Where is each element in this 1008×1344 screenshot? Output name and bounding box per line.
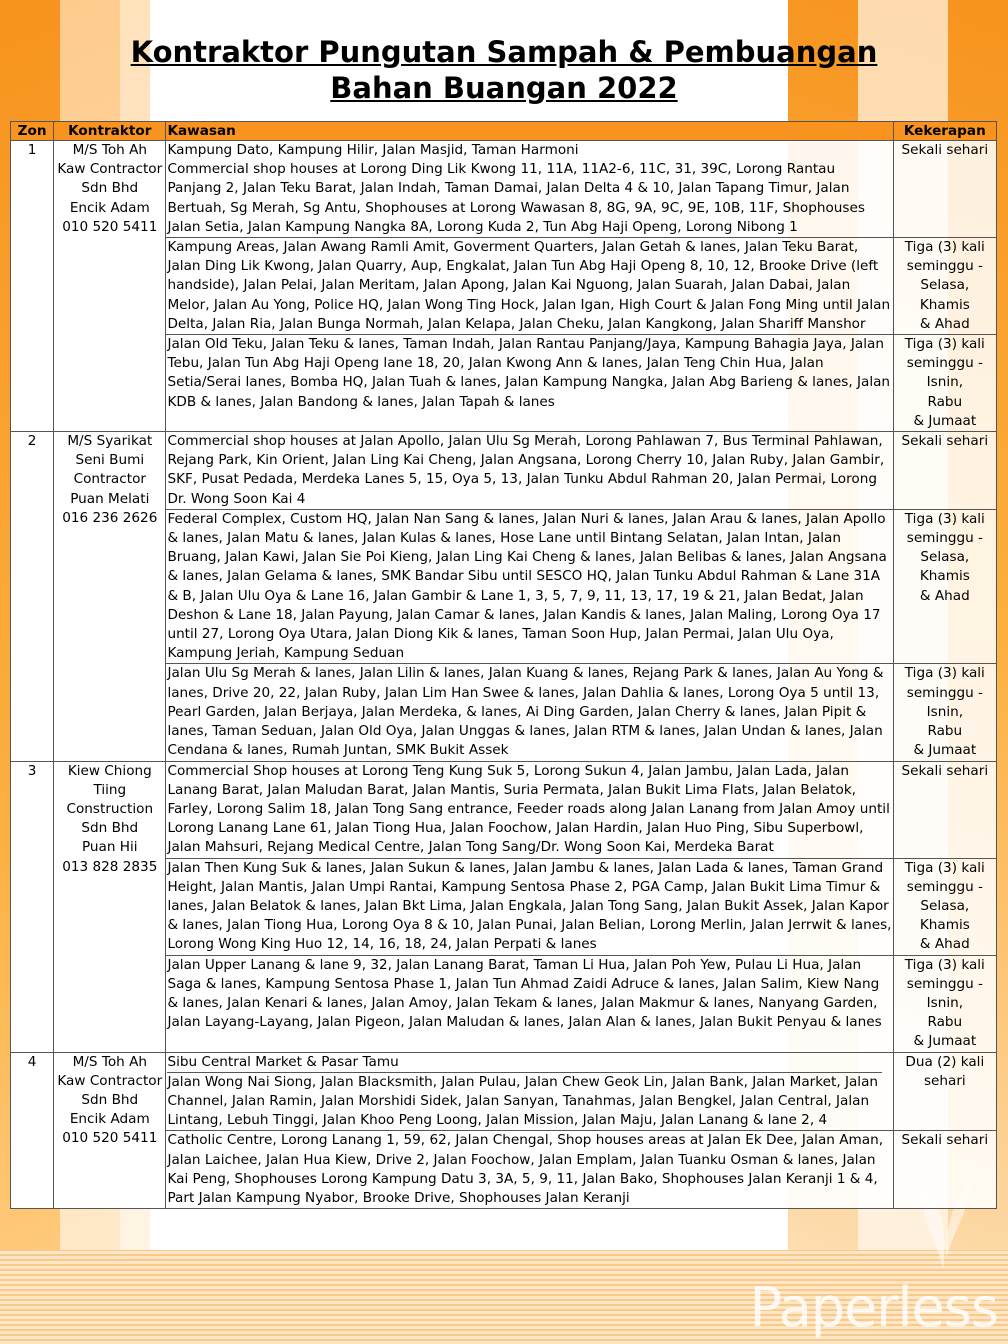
contractor-line: 016 236 2626	[62, 509, 158, 526]
table-row	[11, 141, 997, 238]
table-body	[11, 141, 997, 1209]
contractor-cell	[54, 432, 166, 761]
frequency-cell	[893, 1131, 996, 1209]
contractor-line: Kaw Contractor	[57, 1072, 163, 1089]
frequency-line: Rabu	[927, 393, 963, 410]
area-text: Commercial shop houses at Lorong Ding Lik Kwong 11, 11A, 11A2-6, 11C, 31, 39C, Lorong Rantau Panjang 2, Jalan Teku Barat, Jalan Indah, Taman Damai, Jalan Delta 4 & 10, Jalan Tapang Timur, Jalan Bertuah, Sg Merah, Sg Antu, Shophouses at Lorong Wawasan 8, 8G, 9A, 9C, 9E, 10B, 11F, Shophouses Jalan Setia, Jalan Kampung Nangka 8A, Lorong Kuda 2, Tun Abg Haji Openg, Lorong Nibong 1	[167, 161, 865, 235]
frequency-line: Selasa,	[920, 897, 970, 914]
frequency-line: seminggu -	[906, 878, 983, 895]
frequency-line: Tiga (3) kali	[904, 956, 985, 973]
area-text: Commercial Shop houses at Lorong Teng Kung Suk 5, Lorong Sukun 4, Jalan Jambu, Jalan Lada, Jalan Lanang Barat, Jalan Maludan Barat, Jalan Mantis, Suria Permata, Jalan Bukit Lima Flats, Jalan Belatok, Farley, Lorong Salim 18, Jalan Tong Sang entrance, Feeder roads along Jalan Lanang from Jalan Amoy until Lorong Lanang Lane 61, Jalan Tiong Hua, Jalan Foochow, Jalan Hardin, Jalan Huo Ping, Sibu Superbowl, Jalan Mahsuri, Rejang Medical Centre, Jalan Tong Sang/Dr. Wong Soon Kai, Merdeka Barat	[167, 762, 890, 856]
contractor-line: Tiing	[93, 781, 127, 798]
header-kontraktor: Kontraktor	[54, 122, 166, 141]
frequency-line: Khamis	[919, 296, 970, 313]
area-cell	[166, 141, 893, 238]
area-cell	[166, 1052, 893, 1131]
frequency-line: Sekali sehari	[901, 433, 989, 450]
contractor-line: Sdn Bhd	[81, 820, 139, 837]
frequency-line: seminggu -	[906, 355, 983, 372]
frequency-cell	[893, 1052, 996, 1131]
area-text: Federal Complex, Custom HQ, Jalan Nan Sang & lanes, Jalan Nuri & lanes, Jalan Arau & lanes, Jalan Apollo & lanes, Jalan Matu & lanes, Jalan Kulas & lanes, Hose Lane until Bintang Selatan, Jalan Intan, Jalan Bruang, Jalan Kawi, Jalan Sie Poi Kieng, Jalan Ling Kai Cheng & lanes, Jalan Belibas & lanes, Jalan Angsana & lanes, Jalan Gelama & lanes, SMK Bandar Sibu until SESCO HQ, Jalan Tunku Abdul Rahman & Lane 31A & B, Jalan Ulu Oya & Lane 16, Jalan Gambir & Lane 1, 3, 5, 7, 9, 11, 13, 17, 19 & 21, Jalan Bedat, Jalan Deshon & Lane 18, Jalan Payung, Jalan Camar & lanes, Jalan Kandis & lanes, Jalan Maling, Lorong Oya 17 until 27, Lorong Oya Utara, Jalan Diong Kik & lanes, Taman Soon Hup, Jalan Permai, Jalan Ulu Oya, Kampung Jeriah, Kampung Seduan	[167, 510, 887, 662]
frequency-line: Isnin,	[926, 994, 964, 1011]
area-cell	[166, 858, 893, 955]
contractor-line: Encik Adam	[69, 199, 150, 216]
header-kawasan: Kawasan	[166, 122, 893, 141]
contractor-line: 010 520 5411	[62, 1130, 158, 1147]
contractor-line: M/S Toh Ah	[72, 1053, 147, 1070]
frequency-line: Isnin,	[926, 374, 964, 391]
contractor-line: Sdn Bhd	[81, 180, 139, 197]
contractor-line: M/S Syarikat	[67, 433, 153, 450]
contractor-line: Kaw Contractor	[57, 161, 163, 178]
area-text: Kampung Dato, Kampung Hilir, Jalan Masjid, Taman Harmoni	[167, 142, 579, 158]
frequency-line: Selasa,	[920, 277, 970, 294]
contractor-cell	[54, 761, 166, 1052]
zone-number: 2	[11, 432, 54, 761]
frequency-line: Isnin,	[926, 703, 964, 720]
frequency-line: seminggu -	[906, 684, 983, 701]
table-row	[11, 761, 997, 858]
header-row	[11, 122, 997, 141]
frequency-cell	[893, 509, 996, 664]
header-kekerapan: Kekerapan	[893, 122, 996, 141]
area-text: Jalan Wong Nai Siong, Jalan Blacksmith, Jalan Pulau, Jalan Chew Geok Lin, Jalan Bank, Jalan Market, Jalan Channel, Jalan Ramin, Jalan Morshidi Sidek, Jalan Sanyan, Tanahmas, Jalan Bengkel, Jalan Central, Jalan Lintang, Lebuh Tinggi, Jalan Khoo Peng Loong, Jalan Mission, Jalan Maju, Jalan Lanang & lane 2, 4	[167, 1073, 879, 1129]
frequency-line: & Ahad	[919, 315, 970, 332]
zone-number: 4	[11, 1052, 54, 1209]
contractor-cell	[54, 1052, 166, 1209]
area-text: Jalan Upper Lanang & lane 9, 32, Jalan Lanang Barat, Taman Li Hua, Jalan Poh Yew, Pulau Li Hua, Jalan Saga & lanes, Kampung Sentosa Phase 1, Jalan Tun Ahmad Zaidi Adruce & lanes, Jalan Salim, Kiew Nang & lanes, Jalan Kenari & lanes, Jalan Amoy, Jalan Tekam & lanes, Jalan Makmur & lanes, Nanyang Garden, Jalan Layang-Layang, Jalan Pigeon, Jalan Maludan & lanes, Jalan Alan & lanes, Jalan Bukit Penyau & lanes	[167, 956, 882, 1031]
frequency-cell	[893, 955, 996, 1052]
frequency-line: Sekali sehari	[901, 1132, 989, 1149]
frequency-cell	[893, 761, 996, 858]
contractor-line: Encik Adam	[69, 1111, 150, 1128]
frequency-line: Selasa,	[920, 549, 970, 566]
frequency-cell	[893, 141, 996, 238]
contractor-line: Seni Bumi	[75, 452, 145, 469]
frequency-line: & Jumaat	[913, 1033, 977, 1050]
frequency-line: Tiga (3) kali	[904, 510, 985, 527]
frequency-cell	[893, 664, 996, 761]
area-cell	[166, 955, 893, 1052]
frequency-line: Tiga (3) kali	[904, 665, 985, 682]
contractor-line: Construction	[66, 800, 154, 817]
frequency-line: & Ahad	[919, 587, 970, 604]
frequency-line: seminggu -	[906, 975, 983, 992]
frequency-line: & Ahad	[919, 936, 970, 953]
frequency-line: Khamis	[919, 917, 970, 934]
area-text: Catholic Centre, Lorong Lanang 1, 59, 62, Jalan Chengal, Shop houses areas at Jalan Ek Dee, Jalan Aman, Jalan Laichee, Jalan Hua Kiew, Drive 2, Jalan Foochow, Jalan Emplam, Jalan Tuanku Osman & lanes, Jalan Kai Peng, Shophouses Lorong Kampung Datu 3, 3A, 5, 9, 11, Jalan Bako, Shophouses Jalan Keranji 1 & 4, Part Jalan Kampung Nyabor, Brooke Drive, Shophouses Jalan Keranji	[167, 1132, 884, 1206]
contractor-line: Puan Hii	[81, 839, 138, 856]
frequency-line: & Jumaat	[913, 742, 977, 759]
area-cell	[166, 335, 893, 432]
contractor-line: M/S Toh Ah	[72, 142, 147, 158]
frequency-line: sehari	[923, 1072, 966, 1089]
header-zon: Zon	[11, 122, 54, 141]
area-text: Jalan Then Kung Suk & lanes, Jalan Sukun & lanes, Jalan Jambu & lanes, Jalan Lada & lanes, Taman Grand Height, Jalan Mantis, Jalan Umpi Rantai, Kampung Sentosa Phase 2, PGA Camp, Jalan Bukit Lima Timur & lanes, Jalan Belatok & lanes, Jalan Bkt Lima, Jalan Engkala, Jalan Tong Sang, Jalan Bukit Assek, Jalan Kapor & lanes, Jalan Tiong Hua, Lorong Oya 8 & 10, Jalan Punai, Jalan Belian, Lorong Merlin, Jalan Jerrwit & lanes, Lorong Wong King Huo 12, 14, 16, 18, 24, Jalan Perpati & lanes	[167, 859, 892, 953]
frequency-cell	[893, 238, 996, 335]
frequency-line: & Jumaat	[913, 412, 977, 429]
area-text: Jalan Ulu Sg Merah & lanes, Jalan Lilin & lanes, Jalan Kuang & lanes, Rejang Park & lanes, Jalan Au Yong & lanes, Drive 20, 22, Jalan Ruby, Jalan Lim Han Swee & lanes, Jalan Dahlia & lanes, Lorong Oya 5 until 13, Pearl Garden, Jalan Berjaya, Jalan Merdeka, & lanes, Ai Ding Garden, Jalan Cherry & lanes, Jalan Pipit & lanes, Taman Seduan, Jalan Old Oya, Jalan Unggas & lanes, Jalan RTM & lanes, Jalan Undan & lanes, Jalan Cendana & lanes, Rumah Juntan, SMK Bukit Assek	[167, 665, 884, 759]
contractor-line: 013 828 2835	[62, 858, 158, 875]
title-line-1: Kontraktor Pungutan Sampah & Pembuangan	[130, 35, 878, 69]
frequency-cell	[893, 335, 996, 432]
collection-schedule-table	[10, 121, 997, 1209]
frequency-line: Tiga (3) kali	[904, 239, 985, 256]
area-cell	[166, 238, 893, 335]
frequency-cell	[893, 858, 996, 955]
area-cell	[166, 509, 893, 664]
frequency-cell	[893, 432, 996, 510]
frequency-line: Rabu	[927, 1014, 963, 1031]
frequency-line: Tiga (3) kali	[904, 336, 985, 353]
contractor-line: Puan Melati	[70, 490, 150, 507]
contractor-line: Kiew Chiong	[67, 762, 152, 779]
frequency-line: Tiga (3) kali	[904, 859, 985, 876]
table-row	[11, 1052, 997, 1131]
area-text: Commercial shop houses at Jalan Apollo, Jalan Ulu Sg Merah, Lorong Pahlawan 7, Bus Terminal Pahlawan, Rejang Park, Kin Orient, Jalan Ling Kai Cheng, Jalan Angsana, Lorong Cherry 10, Jalan Ruby, Jalan Gambir, SKF, Pusat Pedada, Merdeka Lanes 5, 15, Oya 5, 13, Jalan Tunku Abdul Rahman 20, Jalan Permai, Lorong Dr. Wong Soon Kai 4	[167, 433, 885, 507]
frequency-line: Sekali sehari	[901, 762, 989, 779]
area-text: Kampung Areas, Jalan Awang Ramli Amit, Goverment Quarters, Jalan Getah & lanes, Jalan Teku Barat, Jalan Ding Lik Kwong, Jalan Quarry, Aup, Engkalat, Jalan Tun Abg Haji Openg 8, 10, 12, Brooke Drive (left handside), Jalan Pelai, Jalan Meritam, Jalan Apong, Jalan Kai Nguong, Jalan Suarah, Jalan Dabai, Jalan Melor, Jalan Au Yong, Police HQ, Jalan Wong Ting Hock, Jalan Igan, High Court & Jalan Fong Ming until Jalan Delta, Jalan Ria, Jalan Bunga Normah, Jalan Kelapa, Jalan Cheku, Jalan Kangkong, Jalan Shariff Manshor	[167, 239, 891, 332]
zone-number: 3	[11, 761, 54, 1052]
contractor-line: Contractor	[73, 471, 146, 488]
title-line-2: Bahan Buangan 2022	[330, 71, 678, 105]
zone-number: 1	[11, 141, 54, 432]
frequency-line: Rabu	[927, 723, 963, 740]
contractor-cell	[54, 141, 166, 432]
contractor-line: 010 520 5411	[62, 218, 158, 235]
area-cell	[166, 432, 893, 510]
frequency-line: seminggu -	[906, 530, 983, 547]
contractor-line: Sdn Bhd	[81, 1091, 139, 1108]
frequency-line: Dua (2) kali	[905, 1053, 985, 1070]
area-text: Sibu Central Market & Pasar Tamu	[167, 1053, 881, 1073]
area-cell	[166, 664, 893, 761]
table-row	[11, 432, 997, 510]
page-title	[0, 34, 1008, 106]
area-cell	[166, 1131, 893, 1209]
area-cell	[166, 761, 893, 858]
frequency-line: Sekali sehari	[901, 142, 989, 158]
area-text: Jalan Old Teku, Jalan Teku & lanes, Taman Indah, Jalan Rantau Panjang/Jaya, Kampung Bahagia Jaya, Jalan Tebu, Jalan Tun Abg Haji Openg lane 18, 20, Jalan Kwong Ann & lanes, Jalan Teng Chin Hua, Jalan Setia/Serai lanes, Bomba HQ, Jalan Tuah & lanes, Jalan Kampung Nangka, Jalan Abg Barieng & lanes, Jalan KDB & lanes, Jalan Bandong & lanes, Jalan Tapah & lanes	[167, 336, 891, 410]
frequency-line: Khamis	[919, 568, 970, 585]
watermark-logo: Paperless	[749, 1276, 998, 1339]
frequency-line: seminggu -	[906, 258, 983, 275]
